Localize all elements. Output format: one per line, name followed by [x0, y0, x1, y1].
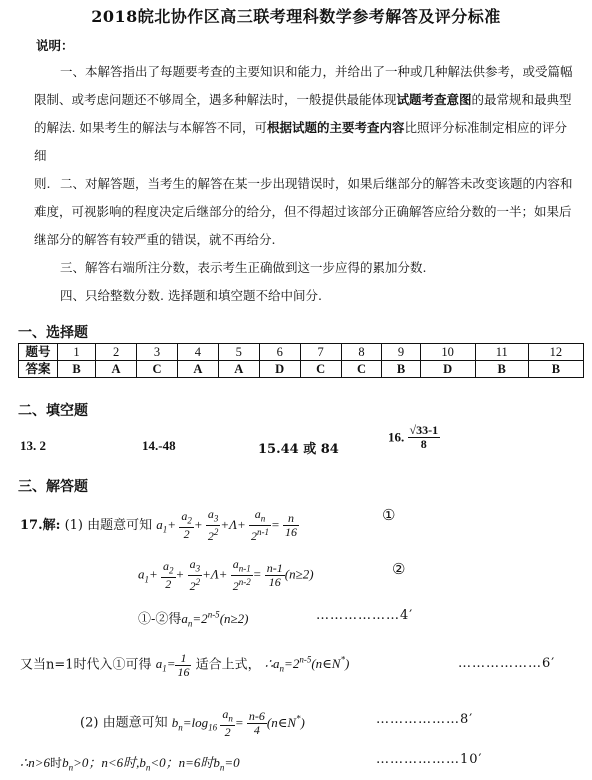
- answer-cell: B: [58, 361, 96, 378]
- q17-bn-formula: $b_n=\log_{16}$ $\frac{a_n}{2}$ = $\frac{n-6}{4}$ (n∈N*): [171, 707, 305, 740]
- answer-cell: C: [300, 361, 341, 378]
- equation-marker-2: ②: [392, 560, 406, 578]
- q17-line-3: [138, 608, 248, 629]
- q17-n1-text: 又当n=1时代入①可得: [20, 657, 152, 673]
- q17-conclusion: $\therefore a_n=2^{n-5}(n\in N^*)$: [264, 655, 350, 675]
- answer-cell: B: [528, 361, 583, 378]
- q17-case-pos-result: $b_n>0$；n<6时$,b_n<0$；n=6时$b_n=0$: [62, 755, 240, 773]
- question-number: 11: [475, 344, 528, 361]
- note-1-text-e: 比照评分标准制定相应的评分细: [34, 120, 567, 163]
- note-2-line-b: 难度，可视影响的程度决定后继部分的给分，但不得超过该部分正确解答应给分数的一半；如果后: [34, 204, 572, 219]
- question-number: 9: [382, 344, 420, 361]
- note-paragraph-3: 三、解答右端所注分数，表示考生正确做到这一步应得的累加分数.: [60, 260, 427, 275]
- document-title: 2018皖北协作区高三联考理科数学参考解答及评分标准: [91, 7, 501, 26]
- question-number: 12: [528, 344, 583, 361]
- note-1-line-b: [34, 86, 574, 114]
- question-number: 8: [341, 344, 382, 361]
- fill-16-prefix: 16.: [388, 429, 405, 445]
- notes-heading: 说明：: [36, 38, 74, 53]
- score-mark-8: ………………8′: [376, 712, 474, 727]
- q17-a1-value: $a_1=$ $\frac{1}{16}$: [155, 651, 190, 679]
- q17-part-1: (1): [64, 518, 83, 534]
- fill-16-numerator: √33-1: [409, 423, 439, 437]
- fill-answer-13: 13. 2: [20, 438, 46, 453]
- answer-cell: B: [382, 361, 420, 378]
- note-paragraph-2: [34, 170, 574, 254]
- answer-cell: D: [259, 361, 300, 378]
- note-1-line-a: 一、本解答指出了每题要考查的主要知识和能力，并给出了一种或几种解法供参考，或受篇幅: [60, 64, 573, 79]
- q17-part-2: (2): [80, 715, 99, 731]
- q17-an-formula: $a_n=2^{n-5}(n\ge 2)$: [181, 609, 249, 629]
- score-mark-10: ………………10′: [376, 752, 483, 767]
- q17-line-4: [20, 652, 349, 679]
- q17-case-pos: ∴n>6: [20, 755, 51, 770]
- note-1-text-b: 限制、或考虑问题还不够周全，遇多种解法时，一般提供最能体现: [34, 92, 397, 107]
- answer-cell: A: [96, 361, 137, 378]
- question-number: 5: [218, 344, 259, 361]
- score-mark-6: ………………6′: [458, 656, 556, 671]
- answer-cell: B: [475, 361, 528, 378]
- section-choice-heading: 一、选择题: [18, 325, 88, 341]
- note-1-bold-intent: 试题考查意图: [396, 92, 472, 107]
- question-number: 1: [58, 344, 96, 361]
- answer-table: [18, 343, 584, 378]
- note-paragraph-4: 四、只给整数分数. 选择题和填空题不给中间分.: [60, 288, 322, 303]
- table-label-number: 题号: [19, 344, 58, 361]
- answer-cell: D: [420, 361, 475, 378]
- question-number: 10: [420, 344, 475, 361]
- q17-line-5: [80, 708, 305, 739]
- note-1-text-c: 的最常规和最典型: [471, 92, 572, 107]
- q17-line5-text: 由题意可知: [102, 715, 168, 731]
- q17-line1-text: 由题意可知: [87, 518, 153, 534]
- answer-cell: A: [177, 361, 218, 378]
- question-number: 7: [300, 344, 341, 361]
- q17-when-text: 时: [50, 756, 63, 770]
- fill-16-denominator: 8: [420, 437, 427, 451]
- q17-eq2: $a_1+$ $\frac{a_2}{2}$ + $\frac{a_3}{2^2}$ +Λ+ $\frac{a_{n-1}}{2^{n-2}}$ = $\frac{n-1}{16}$ (n≥2): [138, 557, 314, 594]
- table-label-answer: 答案: [19, 361, 58, 378]
- q17-subtract-text: ①-②得: [138, 612, 182, 627]
- note-2-line-a: 二、对解答题，当考生的解答在某一步出现错误时，如果后继部分的解答未改变该题的内容和: [60, 176, 573, 191]
- q17-line-1: [20, 508, 299, 543]
- answer-table-number-row: [19, 344, 584, 361]
- q17-fits-text: 适合上式，: [195, 657, 261, 673]
- note-2-line-c: 继部分的解答有较严重的错误，就不再给分.: [34, 232, 276, 247]
- note-1-bold-content: 根据试题的主要考查内容: [266, 120, 405, 135]
- section-fill-heading: 二、填空题: [18, 403, 88, 419]
- q17-line-6: [20, 752, 240, 773]
- question-number: 6: [259, 344, 300, 361]
- answer-cell: C: [137, 361, 178, 378]
- equation-marker-1: ①: [382, 506, 396, 524]
- q17-label: 17.解:: [20, 518, 61, 534]
- fill-answer-15: 15.44 或 84: [258, 442, 339, 457]
- fill-answer-14: 14.-48: [142, 438, 176, 453]
- note-1-line-d: 则.: [34, 176, 51, 191]
- question-number: 2: [96, 344, 137, 361]
- answer-cell: A: [218, 361, 259, 378]
- answer-cell: C: [341, 361, 382, 378]
- question-number: 4: [177, 344, 218, 361]
- fill-16-fraction: [408, 424, 441, 451]
- note-1-text-d: 的解法. 如果考生的解法与本解答不同，可: [34, 120, 267, 135]
- section-solution-heading: 三、解答题: [18, 479, 88, 495]
- note-1-line-c: [34, 114, 574, 170]
- fill-answer-16: [388, 424, 440, 451]
- score-mark-4: ………………4′: [316, 608, 414, 623]
- q17-eq1: $a_1+$ $\frac{a_2}{2}$ + $\frac{a_3}{2^2}$ +Λ+ $\frac{a_n}{2^{n-1}}$ = $\frac{n}{16}$: [156, 507, 298, 544]
- question-number: 3: [137, 344, 178, 361]
- answer-table-answer-row: [19, 361, 584, 378]
